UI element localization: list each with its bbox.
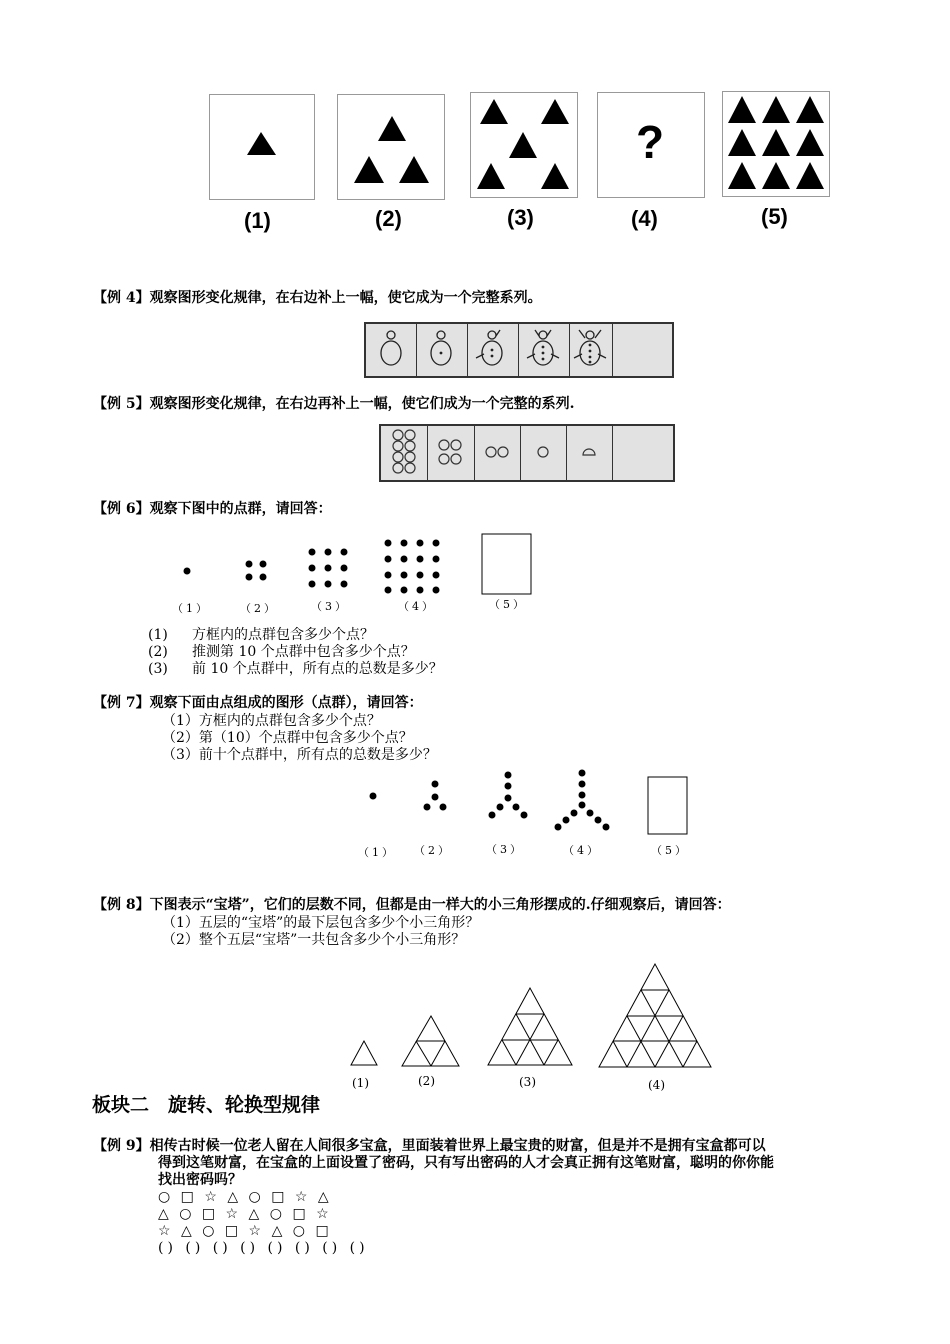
example-4-strip <box>364 322 674 378</box>
ex8-q2: （2）整个五层“宝塔”一共包含多少个小三角形？ <box>162 932 466 948</box>
fig1-label-1: (1) <box>244 208 271 233</box>
question-mark: ? <box>636 116 665 168</box>
example-9-title-line-2: 得到这笔财富，在宝盒的上面设置了密码，只有写出密码的人才会真正拥有这笔财富，聪明的你你能 <box>158 1155 774 1171</box>
ex8-label-3: (3) <box>519 1075 536 1089</box>
ex6-label-3: （3） <box>311 600 349 613</box>
ex8-label-2: (2) <box>418 1074 435 1088</box>
ex6-q1-text: 方框内的点群包含多少个点？ <box>192 627 374 643</box>
example-8-title: 【例 8】下图表示“宝塔”，它们的层数不同，但都是由一样大的小三角形摆成的.仔细观察后，请回答： <box>93 897 731 913</box>
example-9-title-line-3: 找出密码吗？ <box>158 1172 242 1188</box>
fig1-label-4: (4) <box>631 206 658 231</box>
dot-branches-figure <box>360 770 700 840</box>
ex8-label-1: (1) <box>352 1076 369 1090</box>
ex6-label-2: （2） <box>240 602 278 615</box>
triangles-icon <box>338 95 444 199</box>
triangle-icon <box>210 95 314 199</box>
fig1-label-5: (5) <box>761 204 788 229</box>
panel-2 <box>337 94 445 200</box>
example-4-title: 【例 4】观察图形变化规律，在右边补上一幅，使它成为一个完整系列。 <box>93 290 542 306</box>
ex6-q1-num: (1) <box>148 627 168 643</box>
ex7-label-4: （4） <box>563 844 601 857</box>
shape-row-1: ○ □ ☆ △ ○ □ ☆ △ <box>158 1189 332 1205</box>
ex8-q1: （1）五层的“宝塔”的最下层包含多少个小三角形？ <box>162 915 480 931</box>
example-6-title: 【例 6】观察下图中的点群，请回答： <box>93 501 332 517</box>
ex6-label-4: （4） <box>398 600 436 613</box>
example-9-title-line-1: 【例 9】相传古时候一位老人留在人间很多宝盒，里面装着世界上最宝贵的财富，但是并不是拥有宝盒都可以 <box>93 1138 766 1154</box>
section-2-heading: 板块二 旋转、轮换型规律 <box>92 1094 321 1116</box>
ex6-q3-text: 前 10 个点群中，所有点的总数是多少？ <box>192 661 443 677</box>
fig1-label-2: (2) <box>375 206 402 231</box>
fig1-label-3: (3) <box>507 205 534 230</box>
figure-sequence-icon <box>366 324 672 376</box>
pagoda-triangles-figure <box>345 960 725 1080</box>
triangles-icon <box>471 93 577 197</box>
ex7-label-5: （5） <box>651 844 689 857</box>
ex7-q3: （3）前十个点群中，所有点的总数是多少？ <box>162 747 437 763</box>
ex7-q1: （1）方框内的点群包含多少个点？ <box>162 713 381 729</box>
shape-row-2: △ ○ □ ☆ △ ○ □ ☆ <box>158 1206 332 1222</box>
answer-blanks-row: () () () () () () () () <box>158 1240 369 1256</box>
ex6-q3-num: (3) <box>148 661 168 677</box>
ex6-label-1: （1） <box>172 602 210 615</box>
panel-1 <box>209 94 315 200</box>
ex7-label-2: （2） <box>414 844 452 857</box>
example-5-strip <box>379 424 675 482</box>
example-5-title: 【例 5】观察图形变化规律，在右边再补上一幅，使它们成为一个完整的系列. <box>93 396 575 412</box>
panel-4 <box>597 92 705 198</box>
ex7-label-1: （1） <box>358 846 396 859</box>
ex6-label-5: （5） <box>489 598 527 611</box>
ex6-q2-num: (2) <box>148 644 168 660</box>
ex7-q2: （2）第（10）个点群中包含多少个点？ <box>162 730 413 746</box>
triangles-icon <box>723 92 829 196</box>
circles-sequence-icon <box>381 426 673 480</box>
shape-row-3: ☆ △ ○ □ ☆ △ ○ □ <box>158 1223 332 1239</box>
ex6-q2-text: 推测第 10 个点群中包含多少个点？ <box>192 644 415 660</box>
ex7-label-3: （3） <box>486 843 524 856</box>
panel-3 <box>470 92 578 198</box>
ex8-label-4: (4) <box>648 1078 665 1092</box>
panel-5 <box>722 91 830 197</box>
example-7-title: 【例 7】观察下面由点组成的图形（点群），请回答： <box>93 695 423 711</box>
